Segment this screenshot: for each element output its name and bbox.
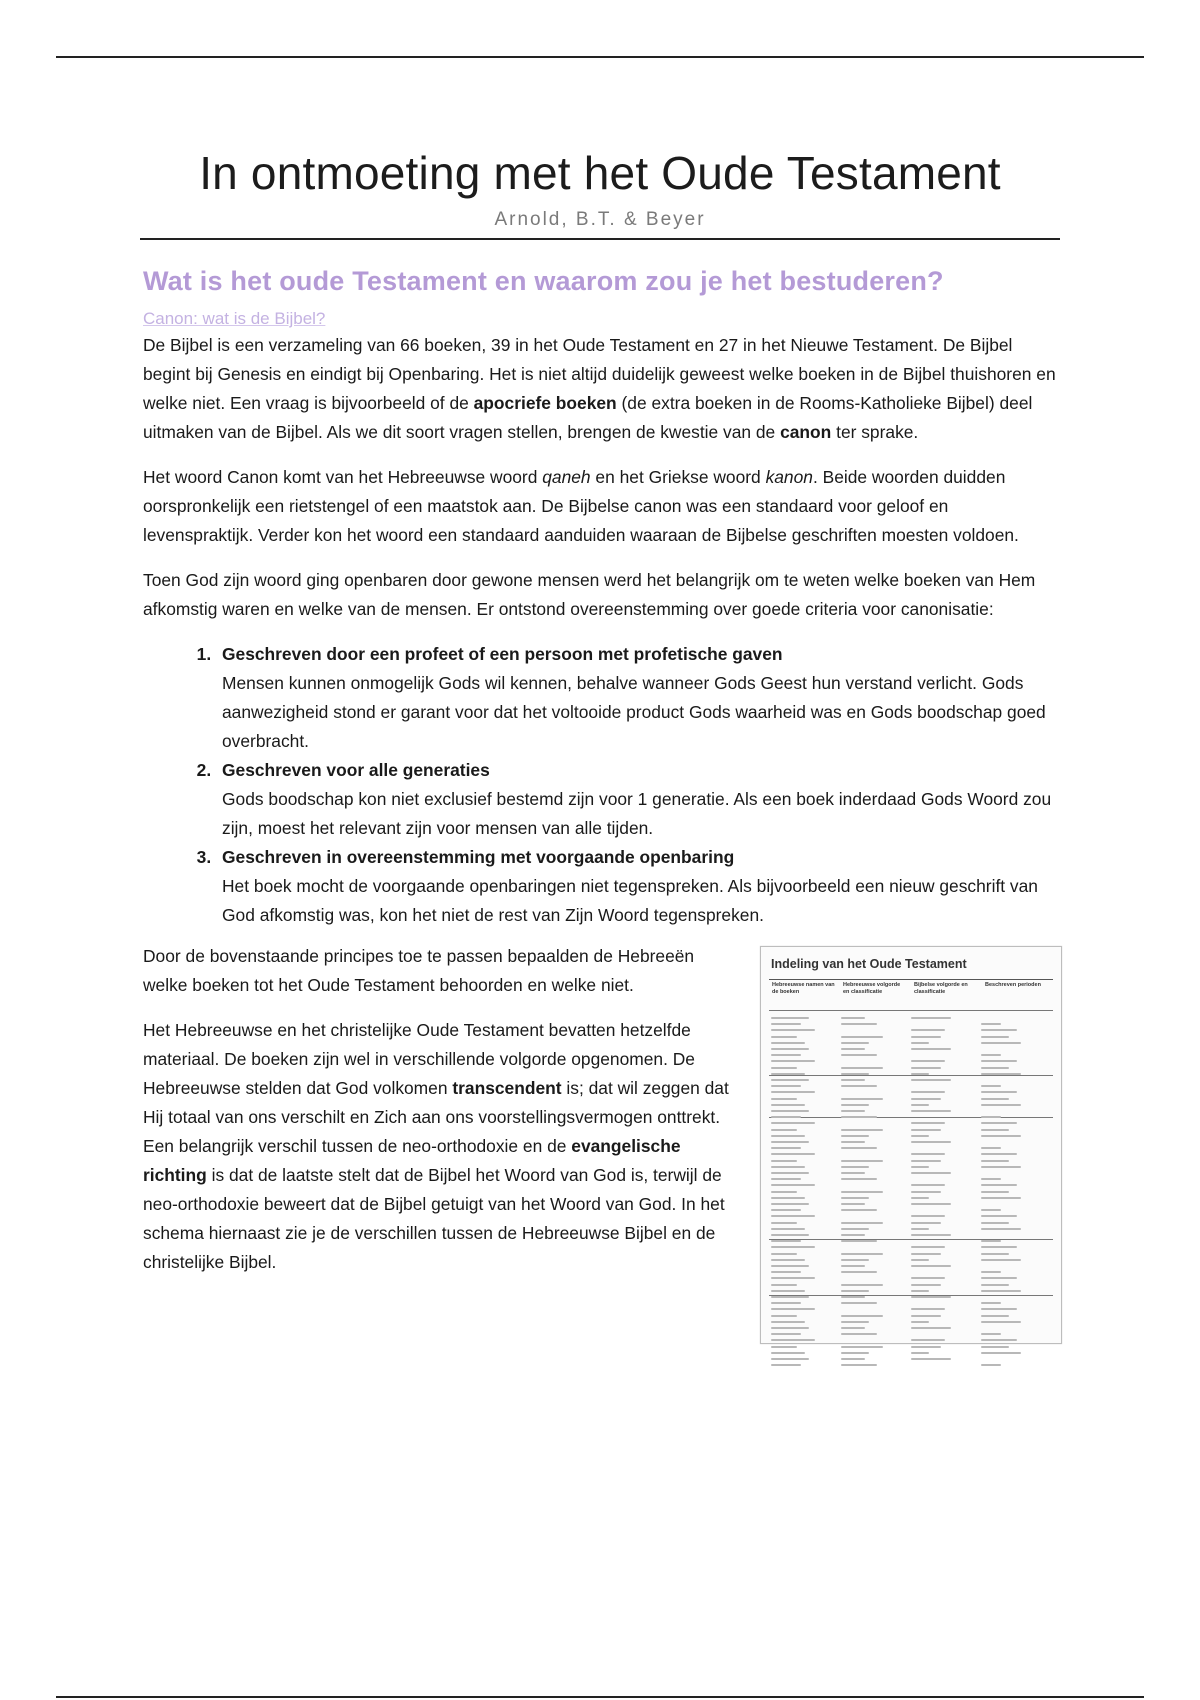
figure-text-line [771,1271,801,1273]
figure-text-line [981,1098,1009,1100]
figure-text-line [911,1104,929,1106]
criterion-body: Gods boodschap kon niet exclusief bestemd zijn voor 1 generatie. Als een boek inderdaad Gods Woord zou zijn, moest het relevant zijn voor mensen van alle tijden. [222,789,1052,838]
figure-text-line [981,1054,1001,1056]
figure-text-line [771,1073,805,1075]
figure-text-line [911,1315,941,1317]
figure-text-line [841,1017,865,1019]
figure-text-line [771,1302,801,1304]
figure-text-line [841,1104,869,1106]
text-with-figure [143,942,1063,1277]
figure-column-header: Hebreeuwse volgorde en classificatie [843,982,901,995]
figure-text-line [771,1265,809,1267]
figure-text-line [841,1147,877,1149]
criterion-body: Het boek mocht de voorgaande openbaringen niet tegenspreken. Als bijvoorbeeld een nieuw geschrift van God afkomstig was, kon het niet de rest van Zijn Woord tegenspreken. [222,876,1038,925]
document-title: In ontmoeting met het Oude Testament [199,147,1001,199]
figure-text-line [841,1042,869,1044]
paragraph-hebrew-christian [143,1016,743,1277]
figure-text-line [841,1098,883,1100]
term-transcendent: transcendent [452,1078,562,1098]
criterion-title: Geschreven in overeenstemming met voorgaande openbaring [222,847,735,867]
figure-text-line [771,1153,815,1155]
figure-text-line [771,1079,809,1081]
figure-title: Indeling van het Oude Testament [771,957,967,971]
figure-text-line [981,1240,1001,1242]
paragraph-canon-intro [143,331,1063,447]
figure-text-line [981,1104,1021,1106]
figure-text-line [841,1135,869,1137]
figure-text-line [841,1197,869,1199]
section-heading: Wat is het oude Testament en waarom zou je het bestuderen? [143,266,944,296]
figure-text-line [841,1054,877,1056]
figure-text-line [841,1141,865,1143]
criterion-title: Geschreven door een profeet of een persoon met profetische gaven [222,644,783,664]
figure-text-line [841,1048,865,1050]
figure-text-line [841,1085,877,1087]
figure-text-line [911,1110,951,1112]
figure-text-line [771,1333,801,1335]
figure-text-line [911,1060,945,1062]
figure-text-line [911,1048,951,1050]
figure-text-line [981,1166,1021,1168]
figure-text-line [771,1290,805,1292]
figure-text-line [841,1259,869,1261]
figure-text-line [981,1060,1017,1062]
figure-text-line [841,1234,865,1236]
figure-text-line [841,1321,869,1323]
text-run: Het Hebreeuwse en het christelijke Oude Testament bevatten hetzelfde materiaal. De boeken zijn wel in verschillende volgorde opgenomen. De Hebreeuwse stelden dat God volkomen [143,1020,695,1098]
figure-text-line [771,1017,809,1019]
figure-text-line [841,1228,869,1230]
figure-text-line [981,1246,1017,1248]
figure-text-line [841,1222,883,1224]
figure-text-line [981,1091,1017,1093]
figure-text-line [841,1172,865,1174]
figure-text-line [911,1284,941,1286]
figure-text-line [841,1296,865,1298]
figure-column-header: Beschreven perioden [985,982,1041,988]
figure-text-line [911,1290,929,1292]
figure-text-line [981,1284,1009,1286]
figure-text-line [911,1191,941,1193]
figure-text-line [771,1240,801,1242]
figure-text-line [841,1191,883,1193]
figure-text-line [771,1160,797,1162]
figure-text-line [771,1116,801,1118]
figure-text-line [771,1327,809,1329]
criteria-list [143,640,1063,930]
figure-text-line [911,1327,951,1329]
figure-text-line [841,1036,883,1038]
figure-text-line [911,1172,951,1174]
figure-row-separator [769,1239,1053,1240]
figure-text-line [771,1023,801,1025]
figure-text-line [841,1079,865,1081]
figure-text-line [771,1321,805,1323]
figure-text-line [981,1073,1021,1075]
figure-table [769,979,1053,1335]
figure-text-line [981,1339,1017,1341]
figure-text-line [841,1129,883,1131]
figure-text-line [911,1321,929,1323]
figure-text-line [771,1203,809,1205]
figure-text-line [771,1191,797,1193]
section-subheading: Canon: wat is de Bijbel? [143,309,326,328]
figure-text-line [981,1315,1009,1317]
figure-text-line [981,1253,1009,1255]
ot-division-table-image [760,946,1062,1344]
figure-text-line [771,1166,805,1168]
text-run: is; dat wil zeggen dat Hij totaal van ons verschilt en Zich aan ons voorstellingsvermogen onttrekt. Een belangrijk verschil tussen de neo-orthodoxie en de [143,1078,729,1156]
figure-text-line [841,1333,877,1335]
figure-text-line [771,1184,815,1186]
figure-text-line [981,1067,1009,1069]
figure-text-line [911,1215,945,1217]
figure-text-line [981,1147,1001,1149]
figure-text-line [841,1209,877,1211]
figure-text-line [911,1141,951,1143]
figure-text-line [771,1339,815,1341]
figure-text-line [981,1364,1001,1366]
figure-text-line [841,1160,883,1162]
figure-text-line [981,1290,1021,1292]
figure-text-line [981,1160,1009,1162]
figure-text-line [771,1315,797,1317]
figure-text-line [771,1346,797,1348]
figure-text-line [981,1259,1021,1261]
figure-text-line [841,1240,877,1242]
bottom-rule [56,1696,1144,1698]
figure-text-line [771,1091,815,1093]
figure-text-line [771,1141,809,1143]
figure-text-line [981,1271,1001,1273]
figure-text-line [841,1110,865,1112]
figure-text-line [911,1017,951,1019]
figure-text-line [981,1029,1017,1031]
term-evangelische-richting: evangelische richting [143,1136,681,1185]
figure-text-line [841,1253,883,1255]
figure-text-line [771,1085,801,1087]
figure-column-header: Bijbelse volgorde en classificatie [914,982,968,995]
figure-text-line [981,1352,1021,1354]
figure-text-line [981,1085,1001,1087]
figure-text-line [771,1246,815,1248]
figure-text-line [771,1036,797,1038]
text-run: (de extra boeken in de Rooms-Katholieke Bijbel) deel uitmaken van de Bijbel. Als we dit soort vragen stellen, brengen de kwestie van de [143,393,1033,442]
figure-text-line [841,1166,869,1168]
figure-text-line [911,1339,945,1341]
figure-text-line [841,1315,883,1317]
figure-text-line [911,1296,951,1298]
figure-column-header: Hebreeuwse namen van de boeken [772,982,835,995]
text-run: ter sprake. [831,422,919,442]
figure-text-line [841,1116,877,1118]
figure-text-line [841,1265,865,1267]
figure-text-line [981,1042,1021,1044]
criterion-body: Mensen kunnen onmogelijk Gods wil kennen, behalve wanneer Gods Geest hun verstand verlicht. Gods aanwezigheid stond er garant voor dat het voltooide product Gods waarheid was en Gods boodschap goed overbracht. [222,673,1046,751]
figure-text-line [911,1098,941,1100]
list-item [216,640,1063,756]
figure-text-line [911,1253,941,1255]
list-item [216,756,1063,843]
paragraph-canon-word [143,463,1063,550]
figure-text-line [771,1215,815,1217]
text-run: Het woord Canon komt van het Hebreeuwse woord [143,467,543,487]
figure-text-line [771,1197,805,1199]
figure-text-line [841,1352,869,1354]
figure-text-line [981,1277,1017,1279]
figure-text-line [771,1352,805,1354]
figure-text-line [911,1203,951,1205]
figure-text-line [771,1209,801,1211]
figure-text-line [911,1166,929,1168]
figure-text-line [981,1178,1001,1180]
figure-text-line [841,1073,869,1075]
figure-text-line [771,1029,815,1031]
figure-text-line [771,1277,815,1279]
figure-text-line [981,1222,1009,1224]
left-column [143,942,743,1277]
document-author: Arnold, B.T. & Beyer [494,209,706,230]
term-apocriefe-boeken: apocriefe boeken [473,393,617,413]
figure-text-line [771,1104,805,1106]
figure-text-line [771,1308,815,1310]
text-run: en het Griekse woord [590,467,766,487]
document-body [143,266,1063,1293]
figure-text-line [911,1197,929,1199]
figure-text-line [771,1284,797,1286]
figure-table-rows [769,1013,1053,1335]
figure-text-line [981,1321,1021,1323]
figure-table-header [769,979,1053,1011]
figure-text-line [911,1259,929,1261]
figure-text-line [981,1023,1001,1025]
term-kanon: kanon [765,467,813,487]
text-run: De Bijbel is een verzameling van 66 boeken, 39 in het Oude Testament en 27 in het Nieuwe Testament. De Bijbel begint bij Genesis en eindigt bij Openbaring. Het is niet altijd duidelijk geweest welke boeken in de Bijbel thuishoren en welke niet. Een vraag is bijvoorbeeld of de [143,335,1056,413]
figure-text-line [911,1122,945,1124]
figure-text-line [771,1122,815,1124]
text-run: is dat de laatste stelt dat de Bijbel het Woord van God is, terwijl de neo-orthodoxie beweert dat de Bijbel getuigt van het Woord van God. In het schema hiernaast zie je de verschillen tussen de Hebreeuwse Bijbel en de christelijke Bijbel. [143,1165,725,1272]
figure-text-line [911,1265,951,1267]
figure-text-line [771,1222,797,1224]
figure-text-line [911,1073,929,1075]
figure-text-line [911,1352,929,1354]
figure-text-line [911,1153,945,1155]
paragraph-principles: Door de bovenstaande principes toe te passen bepaalden de Hebreeën welke boeken tot het Oude Testament behoorden en welke niet. [143,946,695,995]
list-item [216,843,1063,930]
figure-text-line [981,1116,1001,1118]
figure-text-line [771,1147,801,1149]
figure-text-line [981,1215,1017,1217]
figure-text-line [841,1178,877,1180]
term-qaneh: qaneh [542,467,591,487]
figure-text-line [911,1091,945,1093]
figure-text-line [911,1042,929,1044]
figure-text-line [911,1346,941,1348]
figure-text-line [841,1364,877,1366]
figure-text-line [771,1042,805,1044]
figure-text-line [771,1067,797,1069]
figure-text-line [771,1234,809,1236]
figure-text-line [981,1153,1017,1155]
figure-text-line [841,1290,869,1292]
title-underline [140,238,1060,240]
top-rule [56,56,1144,58]
term-canon: canon [780,422,832,442]
figure-text-line [911,1029,945,1031]
figure-text-line [771,1253,797,1255]
figure-text-line [771,1129,797,1131]
figure-text-line [981,1135,1021,1137]
figure-text-line [771,1054,801,1056]
criterion-title: Geschreven voor alle generaties [222,760,490,780]
figure-text-line [911,1160,941,1162]
figure-text-line [841,1327,865,1329]
figure-text-line [981,1122,1017,1124]
figure-text-line [841,1203,865,1205]
figure-text-line [911,1184,945,1186]
figure-text-line [981,1197,1021,1199]
figure-text-line [771,1135,805,1137]
figure-text-line [911,1228,929,1230]
text-run: . Beide woorden duidden oorspronkelijk een rietstengel of een maatstok aan. De Bijbelse canon was een standaard voor geloof en levenspraktijk. Verder kon het woord een standaard aanduiden waaraan de Bijbelse geschriften moesten voldoen. [143,467,1019,545]
figure-text-line [771,1048,809,1050]
figure-text-line [911,1067,941,1069]
figure-text-line [981,1346,1009,1348]
figure-text-line [981,1184,1017,1186]
figure-text-line [771,1110,809,1112]
figure-text-line [771,1172,809,1174]
figure-text-line [911,1277,945,1279]
figure-text-line [771,1358,809,1360]
figure-text-line [981,1228,1021,1230]
figure-text-line [911,1246,945,1248]
figure-text-line [771,1178,801,1180]
figure-text-line [911,1358,951,1360]
figure-text-line [911,1308,945,1310]
figure-text-line [981,1036,1009,1038]
figure-text-line [771,1364,801,1366]
figure-text-line [841,1284,883,1286]
figure-text-line [981,1333,1001,1335]
figure-text-line [771,1060,815,1062]
figure-text-line [911,1222,941,1224]
figure-text-line [841,1271,877,1273]
figure-text-line [841,1358,865,1360]
figure-text-line [841,1023,877,1025]
figure-text-line [911,1036,941,1038]
figure-text-line [771,1228,805,1230]
figure-text-line [771,1259,805,1261]
paragraph-criteria-intro: Toen God zijn woord ging openbaren door gewone mensen werd het belangrijk om te weten welke boeken van Hem afkomstig waren en welke van de mensen. Er ontstond overeenstemming over goede criteria voor canonisatie: [143,570,1036,619]
figure-text-line [911,1135,929,1137]
figure-row-separator [769,1075,1053,1076]
figure-text-line [981,1129,1009,1131]
figure-text-line [911,1079,951,1081]
figure-text-line [841,1067,883,1069]
figure-text-line [841,1346,883,1348]
figure-text-line [771,1296,809,1298]
figure-text-line [771,1098,797,1100]
figure-text-line [981,1191,1009,1193]
figure-row-separator [769,1117,1053,1118]
figure-text-line [841,1302,877,1304]
figure-text-line [911,1129,941,1131]
figure-text-line [981,1302,1001,1304]
figure-text-line [981,1308,1017,1310]
figure-text-line [911,1234,951,1236]
figure-text-line [981,1209,1001,1211]
